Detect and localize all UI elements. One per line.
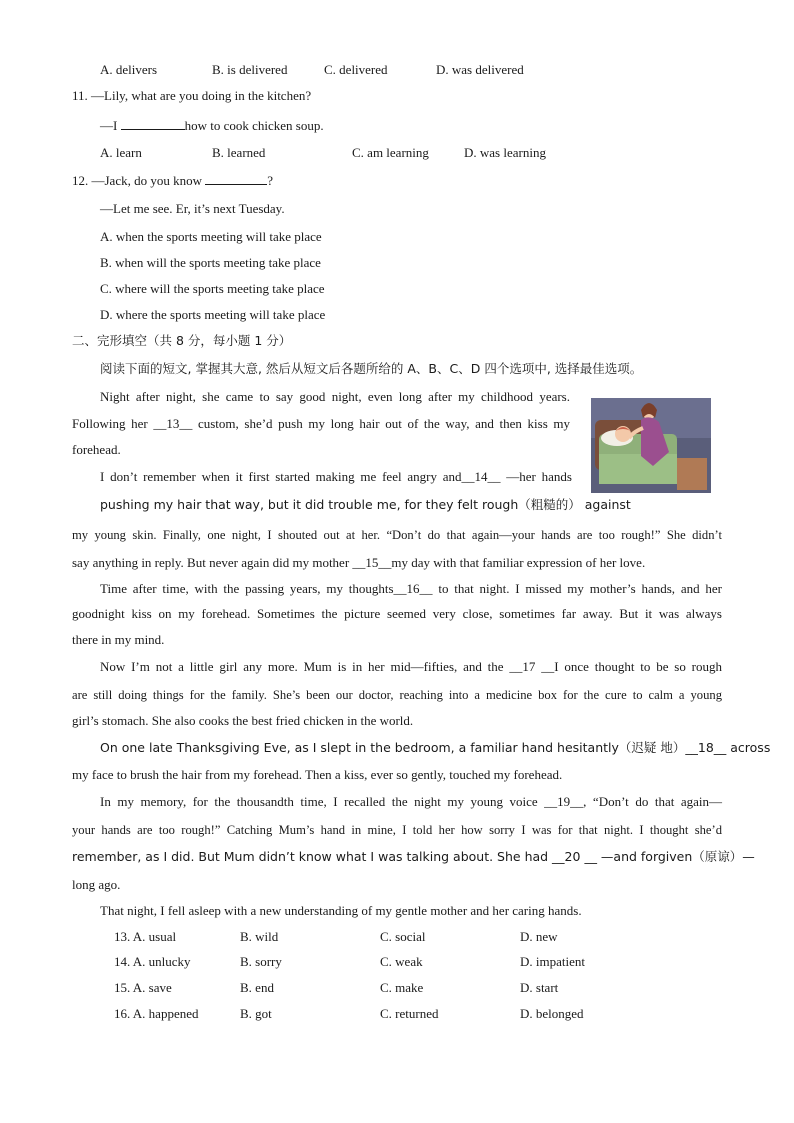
q11-option-c: C. am learning [352,145,429,160]
passage-line-8: Time after time, with the passing years, my thoughts__16__ to that night. I missed my mother’s hands, and her [100,581,722,596]
q10-option-d: D. was delivered [436,62,524,77]
q11-answer-prefix: —I [100,118,121,133]
q12-option-c: C. where will the sports meeting take place [100,281,325,296]
q12-stem [72,172,273,189]
q11-option-b: B. learned [212,145,266,160]
passage-line-2: Following her __13__ custom, she’d push my long hair out of the way, and then kiss my [72,416,570,431]
q11-option-a: A. learn [100,145,142,160]
passage-line-1: Night after night, she came to say good night, even long after my childhood years. [100,389,570,404]
q12-blank [205,172,267,185]
q12-option-a: A. when the sports meeting will take place [100,229,322,244]
section-heading: 二、完形填空（共 8 分，每小题 1 分） [72,333,292,348]
q15-option-b: B. end [240,980,274,995]
passage-line-13: girl’s stomach. She also cooks the best fried chicken in the world. [72,713,414,728]
passage-line-19: long ago. [72,877,121,892]
passage-line-9: goodnight kiss on my forehead. Sometimes the picture seemed very close, sometimes far away. But it was always [72,606,722,621]
passage-line-11: Now I’m not a little girl any more. Mum is in her mid—fifties, and the __17 __I once thought to be so rough [100,659,722,674]
passage-line-15: my face to brush the hair from my forehead. Then a kiss, ever so gently, touched my forehead. [72,767,563,782]
q13-option-d: D. new [520,929,558,944]
q11-answer-suffix: how to cook chicken soup. [184,118,324,133]
q16-option-d: D. belonged [520,1006,584,1021]
passage-line-20: That night, I fell asleep with a new understanding of my gentle mother and her caring hands. [100,903,582,918]
q16-option-c: C. returned [380,1006,439,1021]
passage-line-10: there in my mind. [72,632,165,647]
passage-line-16: In my memory, for the thousandth time, I recalled the night my young voice __19__, “Don’t do that again— [100,794,722,809]
passage-line-17: your hands are too rough!” Catching Mum’s hand in mine, I told her how sorry I was for that night. I thought she’d [72,823,722,837]
q15-option-d: D. start [520,980,559,995]
q15-option-c: C. make [380,980,424,995]
q15-option-a: 15. A. save [114,980,172,995]
q12-stem-suffix: ? [267,173,274,188]
mother-kissing-child-illustration [591,398,711,493]
q16-option-a: 16. A. happened [114,1006,199,1021]
q13-option-c: C. social [380,929,426,944]
q11-stem: 11. —Lily, what are you doing in the kitchen? [72,88,312,103]
passage-line-5: pushing my hair that way, but it did trouble me, for they felt rough（粗糙的） against [100,497,631,512]
q14-option-b: B. sorry [240,954,282,969]
q13-option-a: 13. A. usual [114,929,177,944]
passage-line-4: I don’t remember when it first started making me feel angry and__14__ —her hands [100,469,572,484]
q11-option-d: D. was learning [464,145,546,160]
passage-line-12: are still doing things for the family. She’s been our doctor, reaching into a medicine box for the cure to calm a young [72,688,722,702]
passage-line-14: On one late Thanksgiving Eve, as I slept in the bedroom, a familiar hand hesitantly（迟疑 地）__18__ across [100,740,771,755]
q16-option-b: B. got [240,1006,272,1021]
q12-option-d: D. where the sports meeting will take place [100,307,326,322]
q12-option-b: B. when will the sports meeting take place [100,255,321,270]
q14-option-a: 14. A. unlucky [114,954,191,969]
q14-option-c: C. weak [380,954,423,969]
q14-option-d: D. impatient [520,954,585,969]
q10-option-a: A. delivers [100,62,158,77]
q12-stem-prefix: 12. —Jack, do you know [72,173,206,188]
q12-answer: —Let me see. Er, it’s next Tuesday. [100,201,285,216]
q11-blank [121,117,185,130]
passage-line-3: forehead. [72,442,121,457]
passage-line-7: say anything in reply. But never again did my mother __15__my day with that familiar expression of her love. [72,555,646,570]
q11-answer-line [100,117,324,134]
q13-option-b: B. wild [240,929,279,944]
q10-option-b: B. is delivered [212,62,288,77]
passage-line-6: my young skin. Finally, one night, I shouted out at her. “Don’t do that again—your hands are too rough!” She didn’t [72,528,722,542]
section-instruction: 阅读下面的短文, 掌握其大意, 然后从短文后各题所给的 A、B、C、D 四个选项中, 选择最佳选项。 [100,361,643,376]
q10-option-c: C. delivered [324,62,388,77]
passage-line-18: remember, as I did. But Mum didn’t know what I was talking about. She had __20 __ —and forgiven（原谅）— [72,849,755,864]
